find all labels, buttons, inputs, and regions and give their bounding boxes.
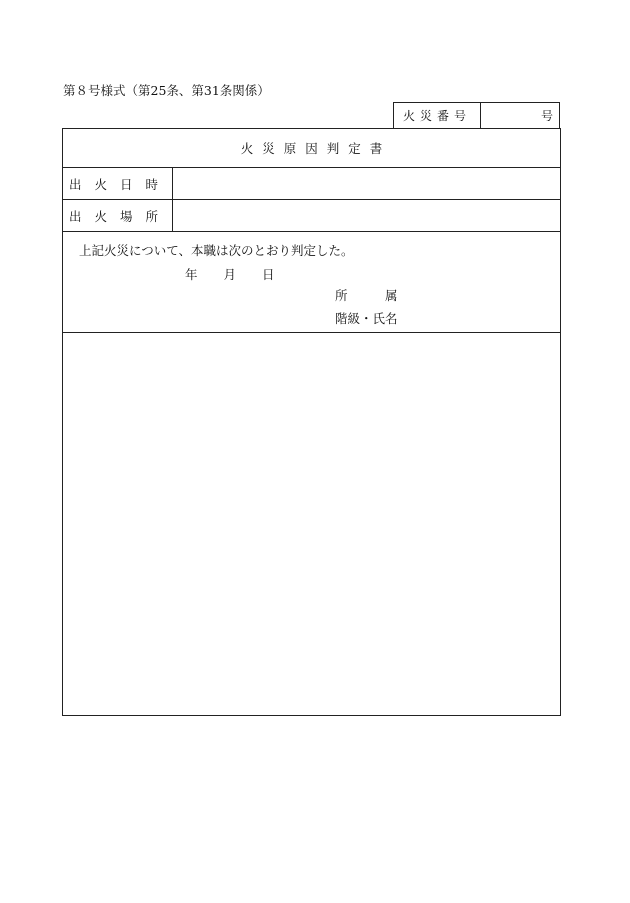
fire-datetime-field[interactable] (173, 168, 560, 199)
date-line (185, 265, 275, 283)
fire-number-label: 火災番号 (394, 103, 481, 128)
date-year-label: 年 (185, 267, 198, 282)
date-day-label: 日 (262, 267, 275, 282)
declaration-text: 上記火災について、本職は次のとおり判定した。 (79, 243, 354, 258)
declaration-section (63, 232, 560, 333)
fire-location-field[interactable] (173, 200, 560, 231)
fire-location-row (63, 200, 560, 232)
fire-number-suffix: 号 (540, 109, 553, 123)
fire-datetime-label: 出火日時 (63, 168, 173, 199)
affiliation-label: 所 属 (335, 288, 398, 303)
fire-datetime-row (63, 168, 560, 200)
rank-name-label: 階級・氏名 (335, 311, 398, 326)
form-title: 火災原因判定書 (63, 129, 560, 168)
fire-cause-judgment-form (62, 128, 561, 716)
form-style-label: 第８号様式（第25条、第31条関係） (63, 83, 270, 98)
fire-number-field[interactable] (481, 103, 559, 128)
date-month-label: 月 (223, 267, 237, 282)
fire-number-box (393, 102, 560, 128)
fire-location-label: 出火場所 (63, 200, 173, 231)
